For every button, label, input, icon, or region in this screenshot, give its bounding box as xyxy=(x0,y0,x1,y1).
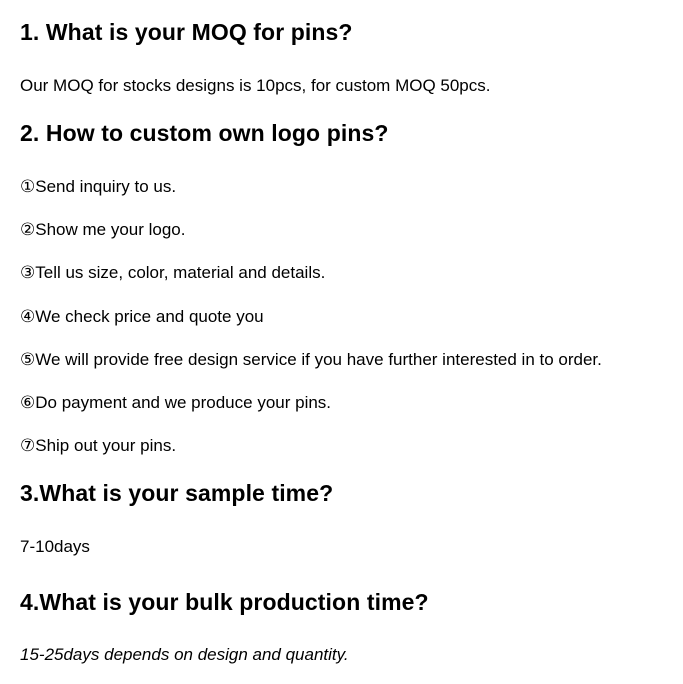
faq-step-5: ⑤We will provide free design service if you have further interested in to order. xyxy=(20,350,602,369)
faq-step-7: ⑦Ship out your pins. xyxy=(20,436,177,455)
faq-question-moq: 1. What is your MOQ for pins? xyxy=(20,19,353,45)
faq-step-4: ④We check price and quote you xyxy=(20,307,264,326)
faq-step-2: ②Show me your logo. xyxy=(20,220,186,239)
faq-answer-bulk-time: 15-25days depends on design and quantity. xyxy=(20,645,349,664)
faq-step-1: ①Send inquiry to us. xyxy=(20,177,177,196)
faq-step-6: ⑥Do payment and we produce your pins. xyxy=(20,393,332,412)
faq-answer-moq: Our MOQ for stocks designs is 10pcs, for custom MOQ 50pcs. xyxy=(20,76,491,95)
faq-question-bulk-time: 4.What is your bulk production time? xyxy=(20,589,429,615)
faq-question-custom-logo: 2. How to custom own logo pins? xyxy=(20,120,389,146)
faq-step-3: ③Tell us size, color, material and details. xyxy=(20,263,326,282)
faq-question-sample-time: 3.What is your sample time? xyxy=(20,480,334,506)
faq-answer-sample-time: 7-10days xyxy=(20,537,90,556)
